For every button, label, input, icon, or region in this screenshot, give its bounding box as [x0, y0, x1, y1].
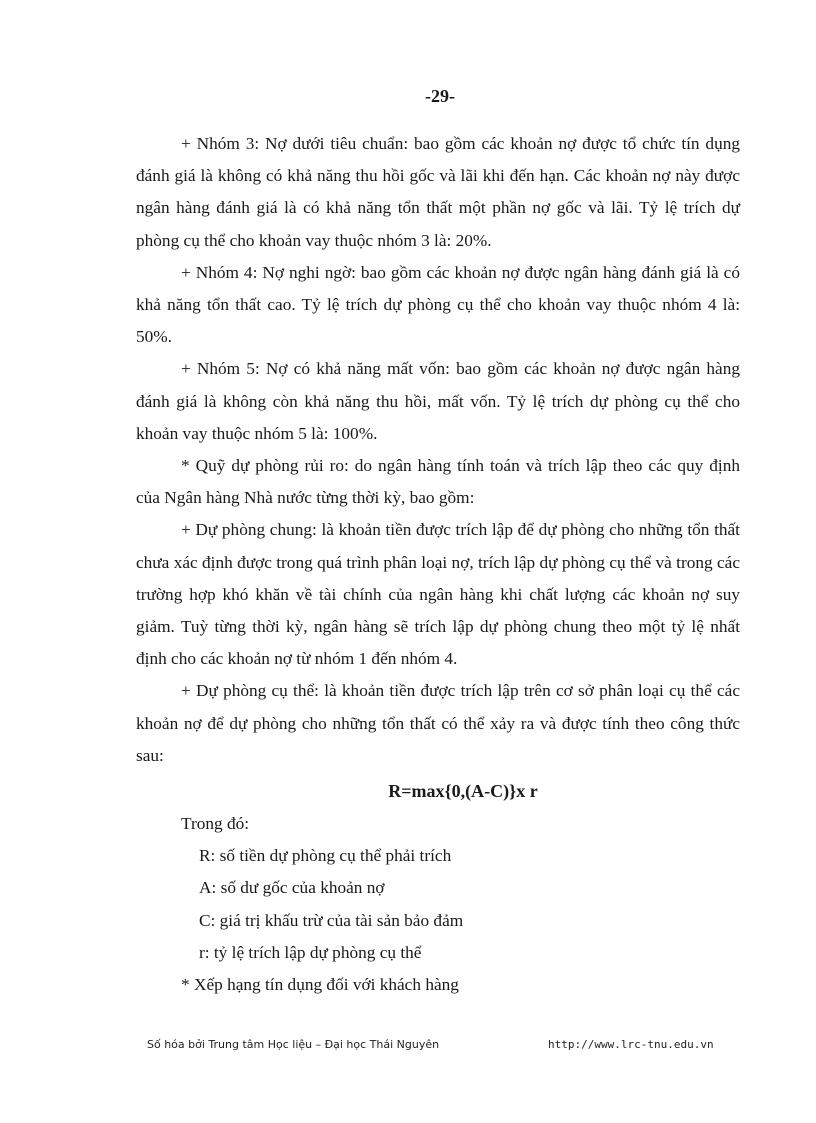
document-body	[136, 128, 740, 1001]
page-number: -29-	[425, 86, 455, 106]
definition-c: C: giá trị khấu trừ của tài sản bảo đảm	[199, 910, 464, 930]
definition-a: A: số dư gốc của khoản nợ	[199, 878, 385, 898]
paragraph-general-provision: + Dự phòng chung: là khoản tiền được trích lập để dự phòng cho những tổn thất chưa xác định được trong quá trình phân loại nợ, trích lập dự phòng cụ thể và trong các trường hợp khó khăn về tài chính của ngân hàng khi chất lượng các khoản nợ suy giảm. Tuỳ từng thời kỳ, ngân hàng sẽ trích lập dự phòng chung theo một tỷ lệ nhất định cho các khoản nợ từ nhóm 1 đến nhóm 4.	[136, 520, 740, 669]
footer-source-text: Số hóa bởi Trung tâm Học liệu – Đại học Thái Nguyên	[147, 1038, 440, 1051]
footer-url: http://www.lrc-tnu.edu.vn	[548, 1038, 714, 1051]
paragraph-group-3: + Nhóm 3: Nợ dưới tiêu chuẩn: bao gồm các khoản nợ được tổ chức tín dụng đánh giá là không có khả năng thu hồi gốc và lãi khi đến hạn. Các khoản nợ này được ngân hàng đánh giá là có khả năng tổn thất một phần nợ gốc và lãi. Tỷ lệ trích dự phòng cụ thể cho khoản vay thuộc nhóm 3 là: 20%.	[136, 134, 740, 250]
paragraph-group-4: + Nhóm 4: Nợ nghi ngờ: bao gồm các khoản nợ được ngân hàng đánh giá là có khả năng tổn thất cao. Tỷ lệ trích dự phòng cụ thể cho khoản vay thuộc nhóm 4 là: 50%.	[136, 262, 740, 347]
where-label: Trong đó:	[181, 814, 250, 834]
definition-r: R: số tiền dự phòng cụ thể phải trích	[199, 846, 452, 866]
definition-rate: r: tỷ lệ trích lập dự phòng cụ thể	[199, 942, 422, 962]
footer	[0, 1038, 816, 1058]
section-heading: * Xếp hạng tín dụng đối với khách hàng	[181, 975, 459, 995]
paragraph-group-5: + Nhóm 5: Nợ có khả năng mất vốn: bao gồm các khoản nợ được ngân hàng đánh giá là không còn khả năng thu hồi, mất vốn. Tỷ lệ trích dự phòng cụ thể cho khoản vay thuộc nhóm 5 là: 100%.	[136, 359, 740, 443]
paragraph-risk-fund: * Quỹ dự phòng rủi ro: do ngân hàng tính toán và trích lập theo các quy định của Ngân hàng Nhà nước từng thời kỳ, bao gồm:	[136, 456, 740, 508]
paragraph-specific-provision: + Dự phòng cụ thể: là khoản tiền được trích lập trên cơ sở phân loại cụ thể các khoản nợ để dự phòng cho những tổn thất có thể xảy ra và được tính theo công thức sau:	[136, 681, 740, 765]
formula: R=max{0,(A-C)}x r	[388, 781, 538, 802]
